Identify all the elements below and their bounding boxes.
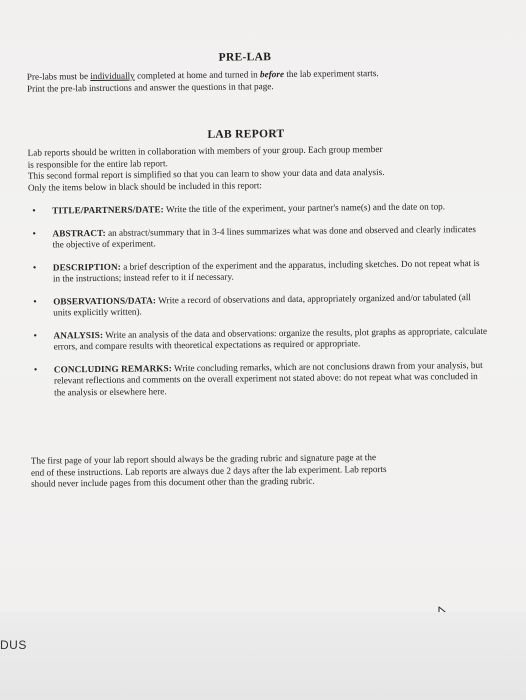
item-label: ANALYSIS: [53,329,104,340]
prelab-heading: PRE-LAB [218,51,272,64]
list-item [33,257,489,285]
closing-paragraph [31,451,501,490]
list-item [32,201,488,217]
item-text: Write concluding remarks, which are not conclusions drawn from your analysis, but relevant reflections and comments on the overall experiment not stated above: do not repeat what was concluded in the analysis or elsewhere here. [53,359,483,397]
prelab-italic-word: before [259,69,285,80]
list-item [33,325,489,353]
bullet-icon: • [33,296,37,308]
bullet-icon: • [32,262,37,274]
intro-line-2: is responsible for the entire lab report. [27,157,168,170]
bullet-icon: • [33,330,38,342]
item-label: CONCLUDING REMARKS: [53,362,172,374]
lab-report-intro [28,143,498,194]
item-text: an abstract/summary that in 3-4 lines summarizes what was done and observed and clearly indicates the objective of experiment. [52,223,476,250]
closing-line-2: end of these instructions. Lab reports are always due 2 days after the lab experiment. Lab reports [30,463,387,478]
list-item [34,359,490,398]
list-item [33,291,489,319]
lab-report-heading: LAB REPORT [207,128,285,141]
list-item [32,223,488,251]
prelab-line-2: Print the pre-lab instructions and answer the questions in that page. [26,80,274,94]
item-label: DESCRIPTION: [52,261,121,272]
item-label: TITLE/PARTNERS/DATE: [52,204,164,216]
bullet-icon: • [33,364,38,376]
prelab-paragraph [27,67,507,95]
prelab-text-1: Pre-labs must be [26,71,91,82]
intro-line-1: Lab reports should be written in collaboration with members of your group. Each group member [27,144,383,158]
closing-line-1: The first page of your lab report should always be the grading rubric and signature page at the [30,452,377,466]
taskbar-label[interactable]: DUS [0,638,27,652]
report-items-list [32,201,490,399]
screen-bottom-area [0,612,526,700]
bullet-icon: • [32,228,37,240]
prelab-text-2: completed at home and turned in [134,69,261,81]
item-text: Write an analysis of the data and observations: organize the results, plot graphs as appropriate, calculate errors, and compare results with theoretical expectations as required or appropriate. [53,325,488,352]
item-text: Write the title of the experiment, your partner's name(s) and the date on top. [163,201,446,215]
item-label: ABSTRACT: [52,227,106,238]
closing-line-3: should never include pages from this document other than the grading rubric. [31,475,315,489]
intro-line-3: This second formal report is simplified so that you can learn to show your data and data analysis. [27,166,385,181]
bullet-icon: • [32,205,36,217]
intro-line-4: Only the items below in black should be included in this report: [27,179,263,193]
item-label: OBSERVATIONS/DATA: [53,294,157,306]
prelab-underlined-word: individually [90,70,135,82]
item-text: Write a record of observations and data, appropriately organized and/or tabulated (all units explicitly written). [53,291,471,318]
prelab-text-3: the lab experiment starts. [283,68,379,80]
item-text: a brief description of the experiment and the apparatus, including sketches. Do not repeat what is in the instructions; instead refer to it if necessary. [52,257,480,284]
